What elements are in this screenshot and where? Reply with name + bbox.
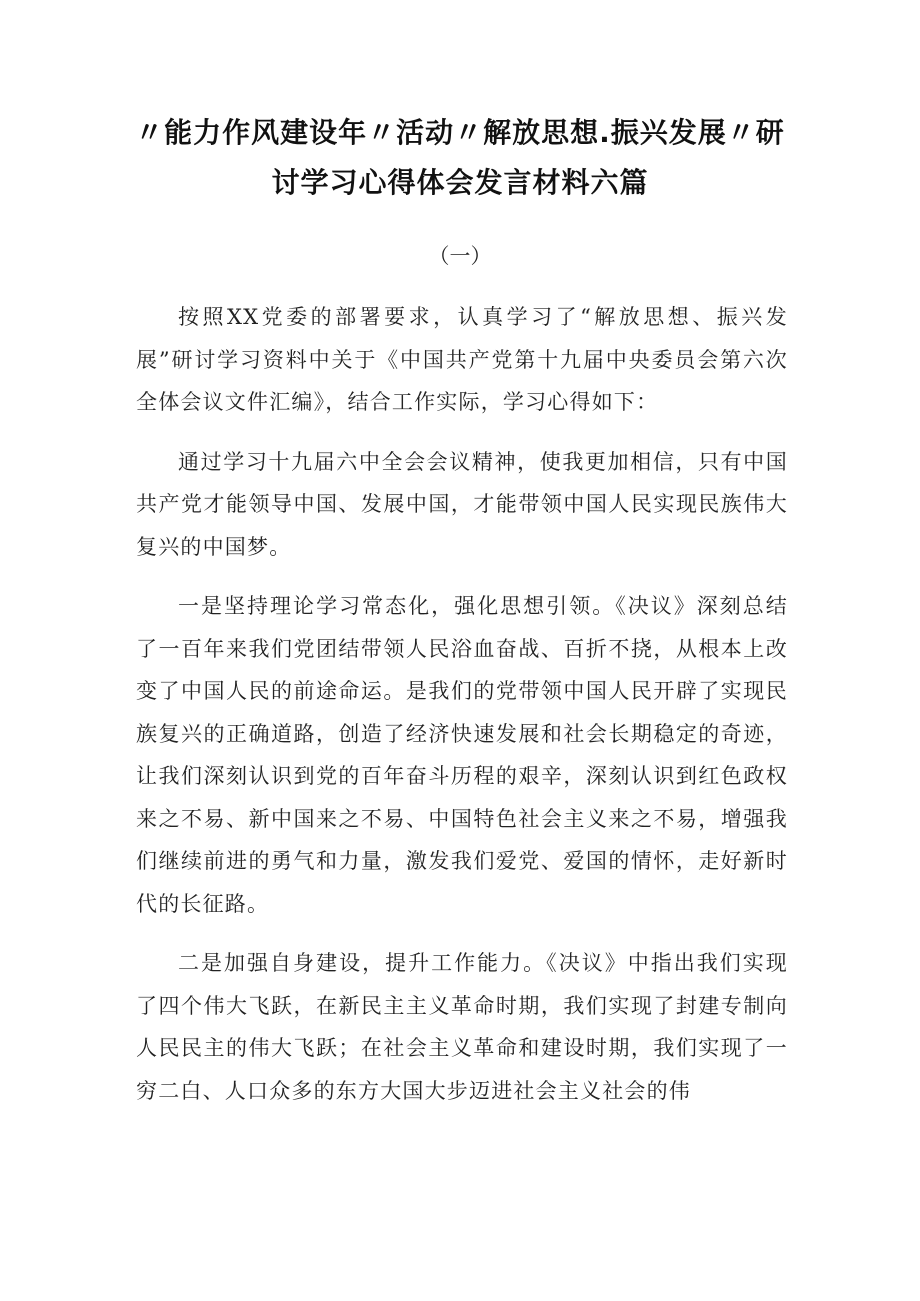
document-title <box>120 108 800 208</box>
paragraph: 二是加强自身建设，提升工作能力。《决议》中指出我们实现了四个伟大飞跃，在新民主主义革命时期，我们实现了封建专制向人民民主的伟大飞跃；在社会主义革命和建设时期，我们实现了一穷二白、人口众多的东方大国大步迈进社会主义社会的伟 <box>136 951 788 1103</box>
section-number: （一） <box>428 244 492 268</box>
document-body <box>136 296 788 1129</box>
paragraph: 按照XX党委的部署要求，认真学习了“解放思想、振兴发展”研讨学习资料中关于《中国共产党第十九届中央委员会第六次全体会议文件汇编》，结合工作实际，学习心得如下： <box>136 305 788 414</box>
paragraph: 一是坚持理论学习常态化，强化思想引领。《决议》深刻总结了一百年来我们党团结带领人民浴血奋战、百折不挠，从根本上改变了中国人民的前途命运。是我们的党带领中国人民开辟了实现民族复兴的正确道路，创造了经济快速发展和社会长期稳定的奇迹，让我们深刻认识到党的百年奋斗历程的艰辛，深刻认识到红色政权来之不易、新中国来之不易、中国特色社会主义来之不易，增强我们继续前进的勇气和力量，激发我们爱党、爱国的情怀，走好新时代的长征路。 <box>136 594 788 916</box>
title-line-1: 〃能力作风建设年〃活动〃解放思想.振兴发展〃研 <box>135 116 785 149</box>
title-line-2: 讨学习心得体会发言材料六篇 <box>271 166 649 199</box>
paragraph: 通过学习十九届六中全会会议精神，使我更加相信，只有中国共产党才能领导中国、发展中国，才能带领中国人民实现民族伟大复兴的中国梦。 <box>136 449 788 559</box>
